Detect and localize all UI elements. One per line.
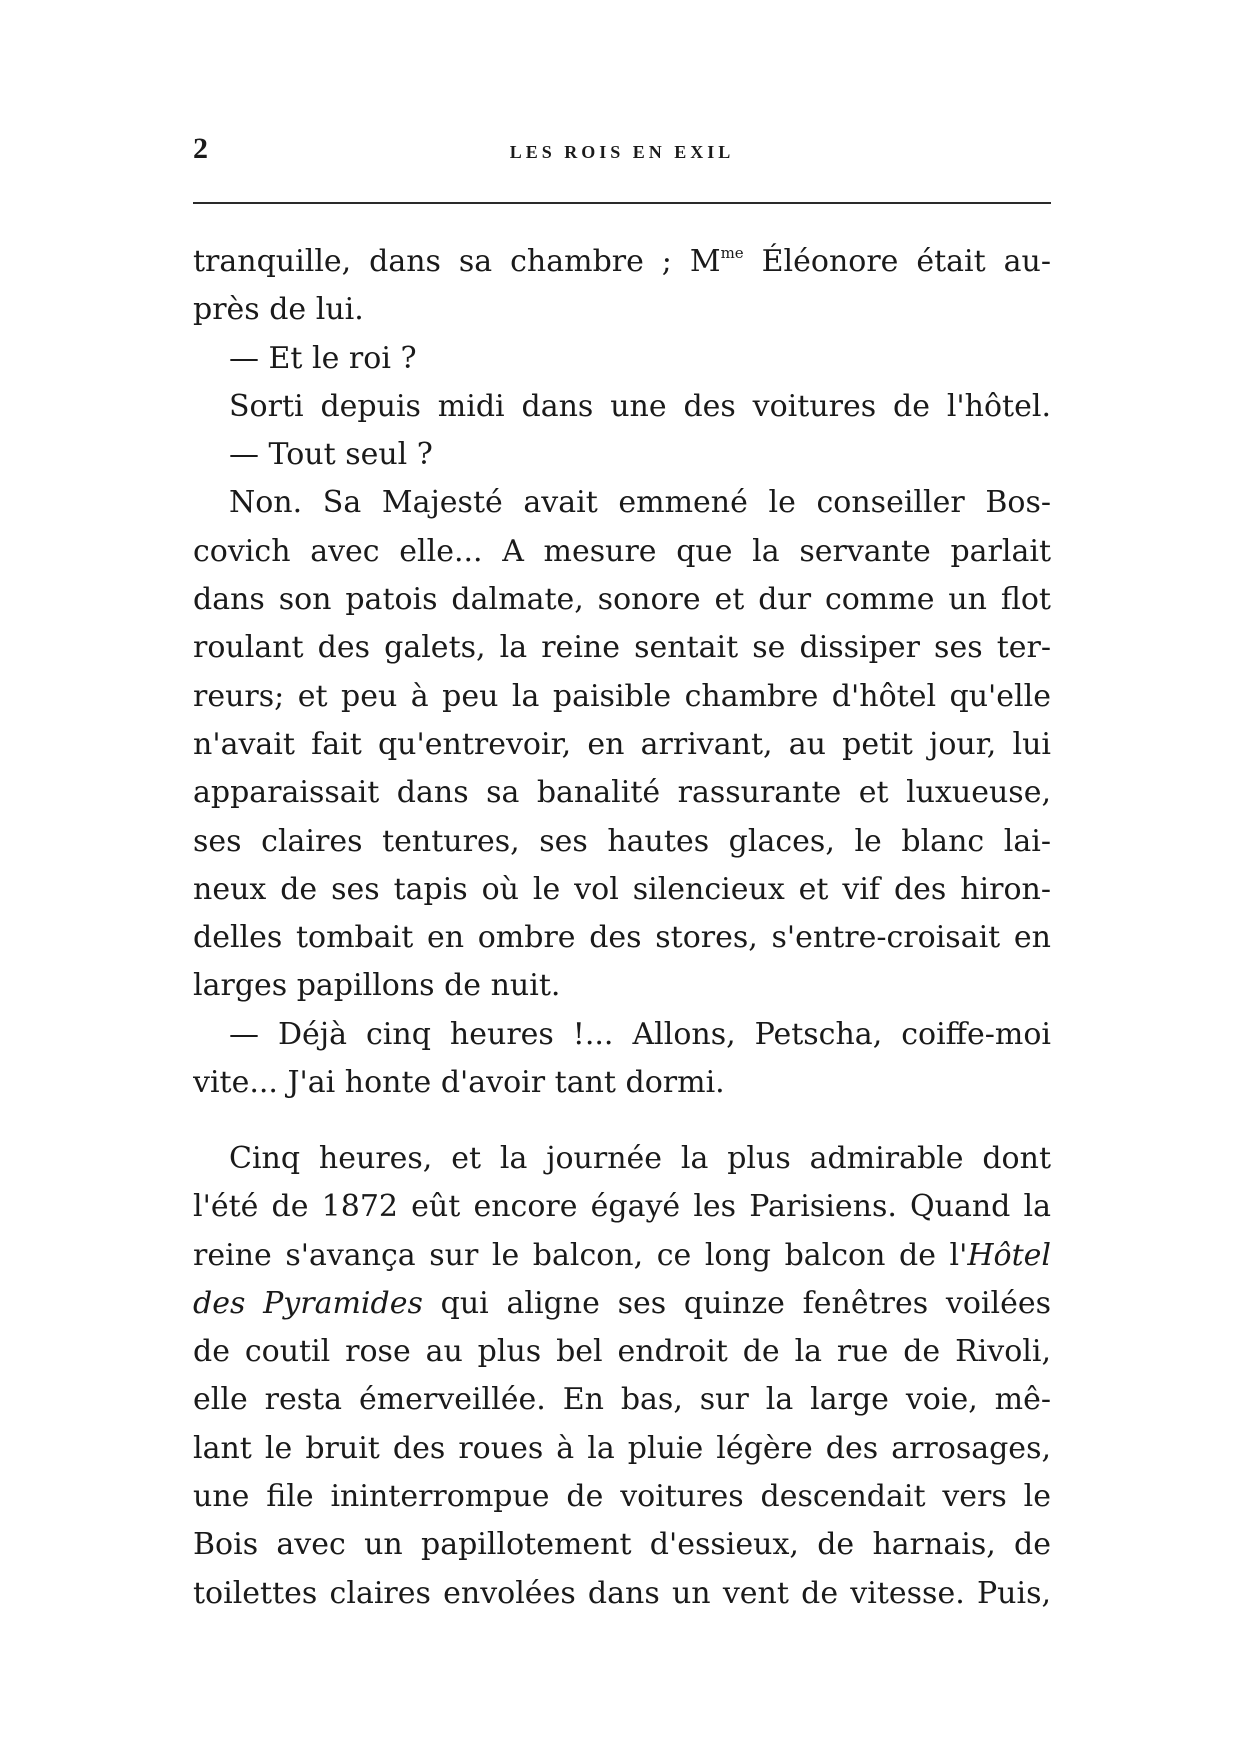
- text-line: tranquille, dans sa chambre ; $M^{me}$ Éléonore était au-: [193, 244, 1051, 279]
- text-line: de coutil rose au plus bel endroit de la rue de Rivoli,: [193, 1334, 1051, 1370]
- text-line: — Tout seul ?: [229, 437, 433, 473]
- text-line: roulant des galets, la reine sentait se dissiper ses ter-: [193, 630, 1051, 666]
- paragraph-dialogue: [193, 238, 1051, 1107]
- text-line: près de lui.: [193, 292, 364, 328]
- text-line: — Et le roi ?: [229, 340, 417, 376]
- text-line: Non. Sa Majesté avait emmené le conseiller Bos-: [229, 485, 1051, 521]
- text-line: des Pyramides qui aligne ses quinze fenêtres voilées: [193, 1285, 1051, 1321]
- text-line: reine s'avança sur le balcon, ce long balcon de l'Hôtel: [193, 1237, 1051, 1273]
- text-line: n'avait fait qu'entrevoir, en arrivant, au petit jour, lui: [193, 726, 1051, 762]
- text-line: — Déjà cinq heures !... Allons, Petscha, coiffe-moi: [229, 1016, 1051, 1052]
- text-line: delles tombait en ombre des stores, s'entre-croisait en: [193, 920, 1051, 956]
- text-line: dans son patois dalmate, sonore et dur comme un flot: [193, 582, 1051, 618]
- text-line: une file ininterrompue de voitures descendait vers le: [193, 1479, 1051, 1515]
- text-line: lant le bruit des roues à la pluie légère des arrosages,: [193, 1430, 1051, 1466]
- page-header: [193, 132, 1051, 172]
- text-line: ses claires tentures, ses hautes glaces, le blanc lai-: [193, 823, 1051, 859]
- text-line: apparaissait dans sa banalité rassurante et luxueuse,: [193, 775, 1051, 811]
- text-line: elle resta émerveillée. En bas, sur la large voie, mê-: [193, 1382, 1051, 1418]
- text-line: vite... J'ai honte d'avoir tant dormi.: [193, 1065, 725, 1101]
- text-line: Sorti depuis midi dans une des voitures de l'hôtel.: [229, 388, 1051, 424]
- text-line: toilettes claires envolées dans un vent de vitesse. Puis,: [193, 1575, 1051, 1611]
- page-number: 2: [193, 132, 208, 165]
- italic-hotel-name: des Pyramides: [193, 1285, 423, 1321]
- superscript-abbrev: me: [720, 244, 744, 262]
- paragraph-narrative: [193, 1135, 1051, 1618]
- text-line: neux de ses tapis où le vol silencieux et vif des hiron-: [193, 871, 1051, 907]
- text-line: larges papillons de nuit.: [193, 968, 561, 1004]
- running-title: LES ROIS EN EXIL: [509, 142, 735, 162]
- text-line: l'été de 1872 eût encore égayé les Parisiens. Quand la: [193, 1189, 1051, 1225]
- italic-hotel-name: Hôtel: [967, 1237, 1051, 1273]
- text-line: Cinq heures, et la journée la plus admirable dont: [229, 1141, 1051, 1176]
- text-line: Bois avec un papillotement d'essieux, de harnais, de: [193, 1527, 1051, 1563]
- header-rule: [193, 202, 1051, 204]
- text-line: reurs; et peu à peu la paisible chambre d'hôtel qu'elle: [193, 678, 1051, 714]
- text-line: covich avec elle... A mesure que la servante parlait: [193, 533, 1051, 569]
